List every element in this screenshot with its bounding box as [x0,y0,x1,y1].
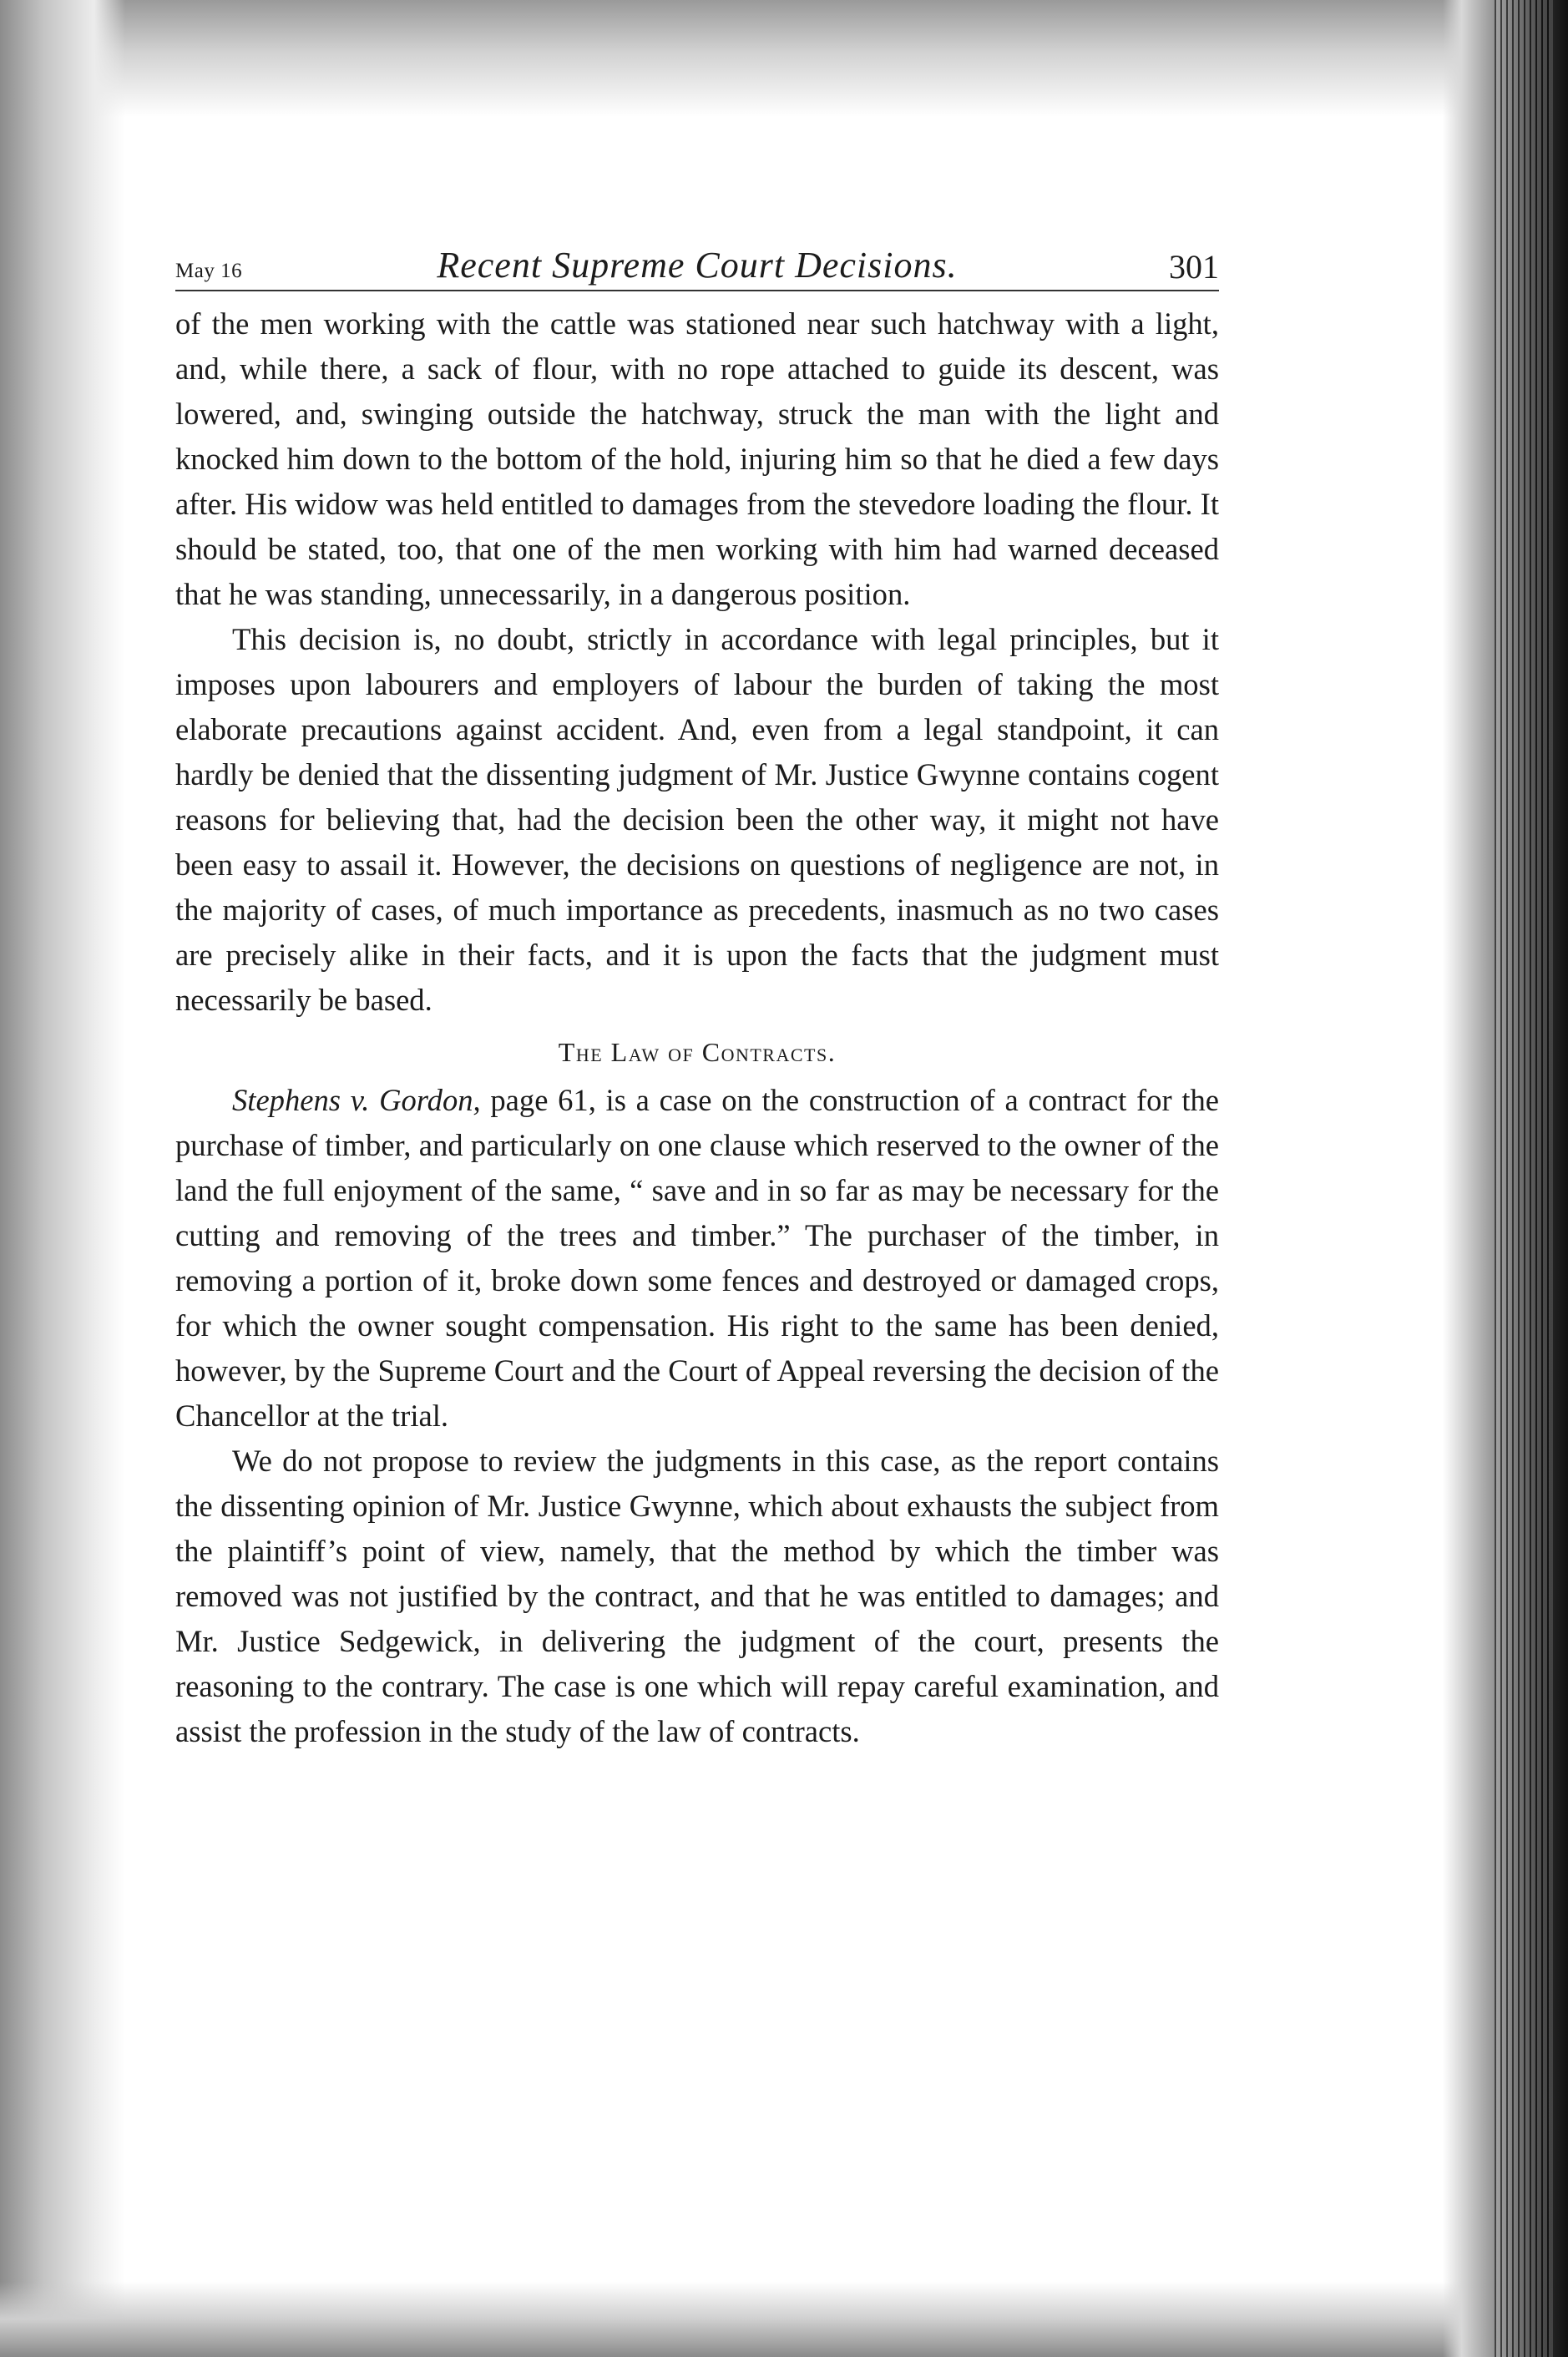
running-head [175,238,1219,291]
scan-binding-lines [1495,0,1553,2357]
page [175,238,1219,1754]
running-head-date: May 16 [175,260,243,282]
paragraph-review: We do not propose to review the judgments in this case, as the report contains the dissenting opinion of Mr. Justice Gwynne, which about exhausts the subject from the plaintiff’s point of view, namely, that the method by which the timber was removed was not justified by the contract, and that he was entitled to damages; and Mr. Justice Sedgewick, in delivering the judgment of the court, presents the reasoning to the contrary. The case is one which will repay careful examination, and assist the profession in the study of the law of contracts. [175,1444,1219,1748]
paragraph-continued: of the men working with the cattle was stationed near such hatchway with a light, and, while there, a sack of flour, with no rope attached to guide its descent, was lowered, and, swinging outside the hatchway, struck the man with the light and knocked him down to the bottom of the hold, injuring him so that he died a few days after. His widow was held entitled to damages from the stevedore loading the flour. It should be stated, too, that one of the men working with him had warned deceased that he was standing, unnecessarily, in a dangerous position. [175,306,1219,611]
case-name: Stephens v. Gordon, [232,1083,481,1117]
case-summary-text: page 61, is a case on the construction of a contract for the purchase of timber, and particularly on one clause which reserved to the owner of the land the full enjoyment of the same, “ save and in so far as may be necessary for the cutting and removing of the trees and timber.” The purchaser of the timber, in removing a portion of it, broke down some fences and destroyed or damaged crops, for which the owner sought compensation. His right to the same has been denied, however, by the Supreme Court and the Court of Appeal reversing the decision of the Chancellor at the trial. [175,1083,1220,1433]
scan-left-edge [0,0,125,2357]
paragraph-case-summary [175,1078,1219,1439]
scan-bottom-edge [0,2282,1568,2357]
section-heading: The Law of Contracts. [558,1037,837,1067]
paragraph-commentary: This decision is, no doubt, strictly in accordance with legal principles, but it imposes upon labourers and employers of labour the burden of taking the most elaborate precautions against accident. And, even from a legal standpoint, it can hardly be denied that the dissenting judgment of Mr. Justice Gwynne contains cogent reasons for believing that, had the decision been the other way, it might not have been easy to assail it. However, the decisions on questions of negligence are not, in the majority of cases, of much importance as precedents, inasmuch as no two cases are precisely alike in their facts, and it is upon the facts that the judgment must necessarily be based. [175,622,1219,1017]
scan-top-edge [0,0,1568,117]
running-head-title: Recent Supreme Court Decisions. [437,245,958,286]
article-body [175,301,1219,1754]
page-number: 301 [1169,248,1219,286]
